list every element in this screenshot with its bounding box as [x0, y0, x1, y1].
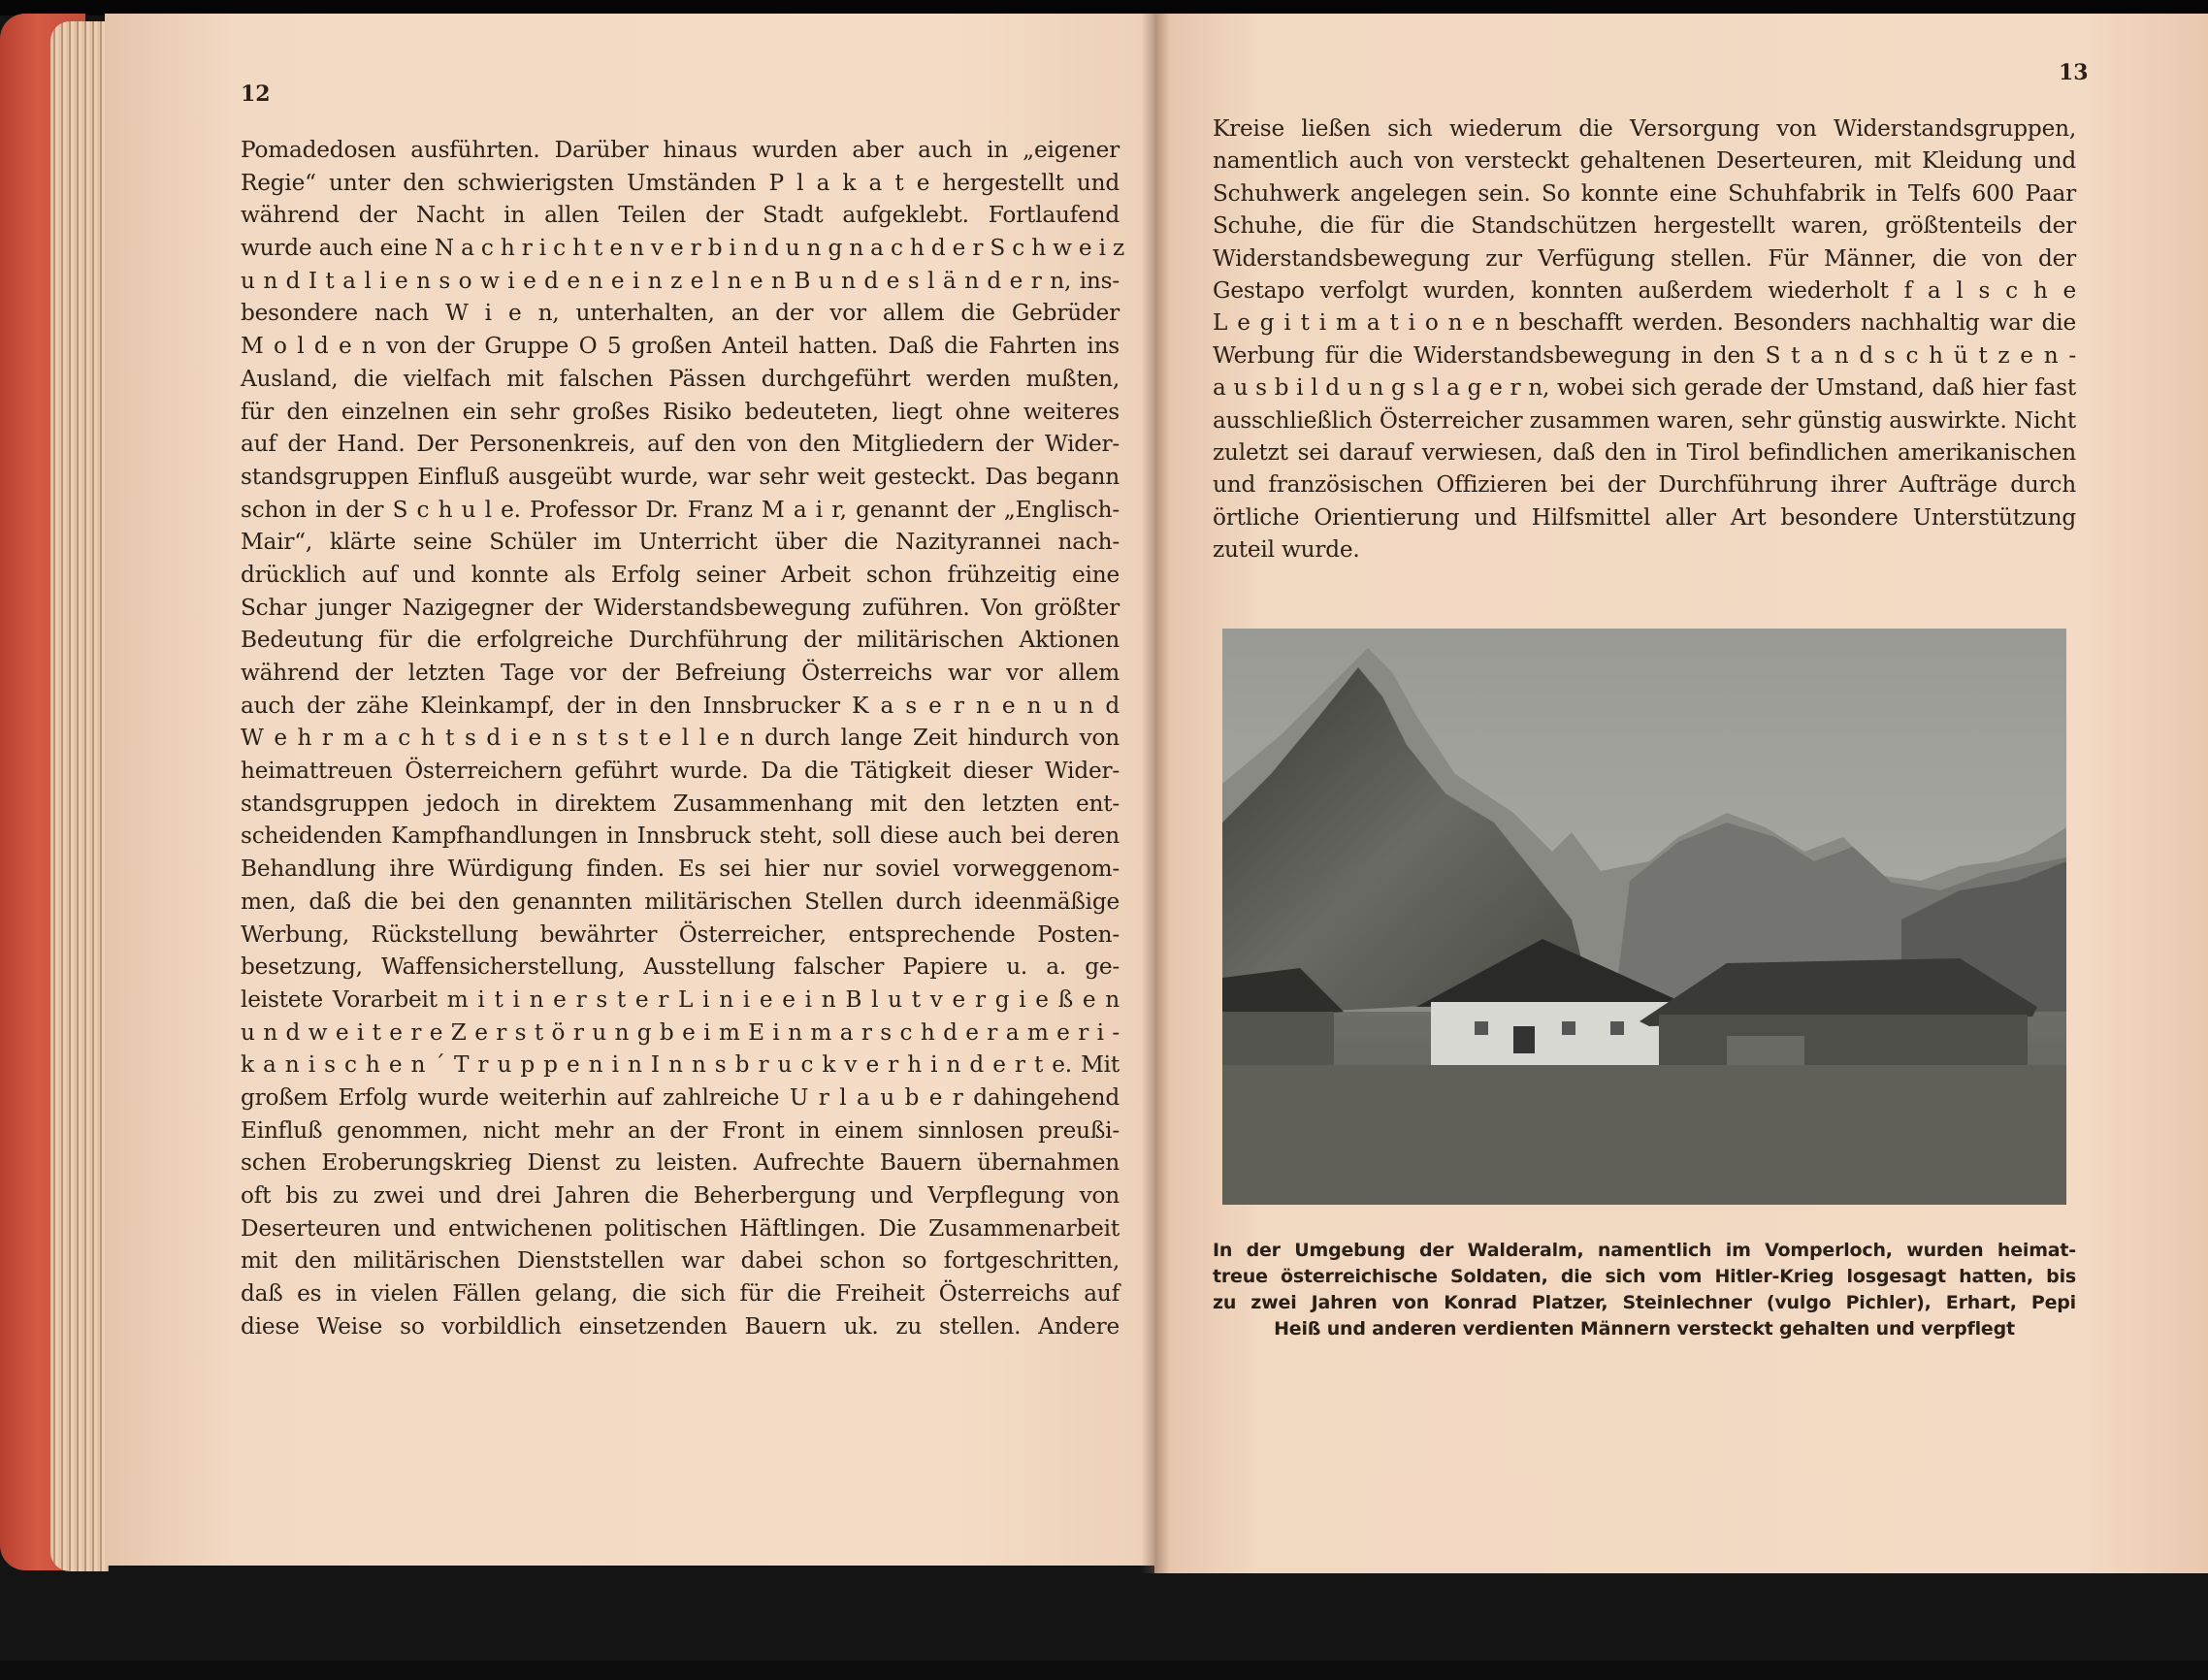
text-line: wurde auch eine N a c h r i c h t e n v e r b i n d u n g n a c h d e r S c h w e i z	[241, 235, 1125, 262]
text-line: Behandlung ihre Würdigung finden. Es sei hier nur soviel vorweggenom-	[241, 856, 1120, 883]
text-line: Heiß und anderen verdienten Männern versteckt gehalten und verpflegt	[1274, 1318, 2015, 1340]
text-line: zuteil wurde.	[1213, 536, 1360, 564]
text-line: Kreise ließen sich wiederum die Versorgung von Widerstandsgruppen,	[1213, 115, 2076, 142]
text-line: Gestapo verfolgt wurden, konnten außerdem wiederholt f a l s c h e	[1213, 276, 2076, 304]
text-line: W e h r m a c h t s d i e n s t s t e l l e n durch lange Zeit hindurch von	[241, 725, 1120, 752]
text-line: men, daß die bei den genannten militärischen Stellen durch ideenmäßige	[241, 888, 1120, 915]
text-line: besetzung, Waffensicherstellung, Ausstellung falscher Papiere u. a. ge-	[241, 953, 1120, 981]
right-page-body-text	[1213, 113, 2076, 565]
page-edges	[50, 21, 109, 1571]
text-line: Mair“, klärte seine Schüler im Unterricht über die Nazityrannei nach-	[241, 529, 1120, 556]
text-line: M o l d e n von der Gruppe O 5 großen Anteil hatten. Daß die Fahrten ins	[241, 333, 1120, 360]
text-line: heimattreuen Österreichern geführt wurde. Da die Tätigkeit dieser Wider-	[241, 758, 1120, 785]
text-line: Werbung für die Widerstandsbewegung in den S t a n d s c h ü t z e n -	[1213, 341, 2076, 369]
book-gutter	[1141, 14, 1170, 1573]
text-line: scheidenden Kampfhandlungen in Innsbruck steht, soll diese auch bei deren	[241, 823, 1120, 850]
text-line: zu zwei Jahren von Konrad Platzer, Steinlechner (vulgo Pichler), Erhart, Pepi	[1213, 1292, 2076, 1313]
alpine-farm-photograph	[1222, 629, 2066, 1205]
text-line: Deserteuren und entwichenen politischen Häftlingen. Die Zusammenarbeit	[241, 1214, 1120, 1242]
text-line: namentlich auch von versteckt gehaltenen Deserteuren, mit Kleidung und	[1213, 147, 2076, 175]
text-line: für den einzelnen ein sehr großes Risiko bedeuteten, liegt ohne weiteres	[241, 398, 1120, 425]
text-line: Regie“ unter den schwierigsten Umständen P l a k a t e hergestellt und	[241, 169, 1120, 196]
photo-caption	[1213, 1238, 2076, 1342]
text-line: örtliche Orientierung und Hilfsmittel aller Art besondere Unterstützung	[1213, 503, 2076, 531]
text-line: In der Umgebung der Walderalm, namentlich im Vomperloch, wurden heimat-	[1213, 1240, 2076, 1261]
text-line: während der Nacht in allen Teilen der Stadt aufgeklebt. Fortlaufend	[241, 202, 1120, 229]
text-line: k a n i s c h e n ´ T r u p p e n i n I n n s b r u c k v e r h i n d e r t e. Mit	[241, 1051, 1120, 1079]
text-line: Ausland, die vielfach mit falschen Pässen durchgeführt werden mußten,	[241, 365, 1120, 392]
text-line: während der letzten Tage vor der Befreiung Österreichs war vor allem	[241, 660, 1120, 686]
right-page	[1154, 14, 2208, 1573]
text-line: oft bis zu zwei und drei Jahren die Beherbergung und Verpflegung von	[241, 1182, 1120, 1209]
left-page	[105, 14, 1154, 1566]
text-line: mit den militärischen Dienststellen war dabei schon so fortgeschritten,	[241, 1247, 1120, 1275]
text-line: Schar junger Nazigegner der Widerstandsbewegung zuführen. Von größter	[241, 594, 1120, 621]
text-line: drücklich auf und konnte als Erfolg seiner Arbeit schon frühzeitig eine	[241, 561, 1120, 588]
page-number-right: 13	[2059, 60, 2089, 85]
text-line: auf der Hand. Der Personenkreis, auf den von den Mitgliedern der Wider-	[241, 431, 1120, 458]
scan-bottom-border	[0, 1661, 2208, 1680]
text-line: treue österreichische Soldaten, die sich vom Hitler-Krieg losgesagt hatten, bis	[1213, 1266, 2076, 1287]
text-line: u n d I t a l i e n s o w i e d e n e i n z e l n e n B u n d e s l ä n d e r n, ins-	[241, 267, 1120, 294]
text-line: und französischen Offizieren bei der Durchführung ihrer Aufträge durch	[1213, 471, 2076, 499]
text-line: daß es in vielen Fällen gelang, die sich für die Freiheit Österreichs auf	[241, 1280, 1120, 1308]
text-line: Einfluß genommen, nicht mehr an der Front in einem sinnlosen preußi-	[241, 1116, 1120, 1144]
text-line: u n d w e i t e r e Z e r s t ö r u n g b e i m E i n m a r s c h d e r a m e r i -	[241, 1018, 1120, 1046]
left-page-body-text	[241, 134, 1125, 1342]
text-line: schen Eroberungskrieg Dienst zu leisten. Aufrechte Bauern übernahmen	[241, 1149, 1120, 1177]
text-line: L e g i t i m a t i o n e n beschafft werden. Besonders nachhaltig war die	[1213, 309, 2076, 337]
page-number-left: 12	[241, 81, 271, 107]
text-line: besondere nach W i e n, unterhalten, an der vor allem die Gebrüder	[241, 300, 1120, 327]
text-line: ausschließlich Österreicher zusammen waren, sehr günstig auswirkte. Nicht	[1213, 406, 2076, 434]
text-line: leistete Vorarbeit m i t i n e r s t e r L i n i e e i n B l u t v e r g i e ß e n	[241, 985, 1120, 1013]
text-line: standsgruppen Einfluß ausgeübt wurde, war sehr weit gesteckt. Das begann	[241, 463, 1120, 490]
mountain-hut-photo-illustration	[1222, 629, 2066, 1205]
text-line: Widerstandsbewegung zur Verfügung stellen. Für Männer, die von der	[1213, 244, 2076, 272]
text-line: Schuhe, die für die Standschützen hergestellt waren, größtenteils der	[1213, 212, 2076, 240]
text-line: Werbung, Rückstellung bewährter Österreicher, entsprechende Posten-	[241, 921, 1120, 948]
text-line: Schuhwerk angelegen sein. So konnte eine Schuhfabrik in Telfs 600 Paar	[1213, 179, 2076, 207]
text-line: zuletzt sei darauf verwiesen, daß den in Tirol befindlichen amerikanischen	[1213, 438, 2076, 466]
text-line: auch der zähe Kleinkampf, der in den Innsbrucker K a s e r n e n u n d	[241, 692, 1120, 719]
text-line: großem Erfolg wurde weiterhin auf zahlreiche U r l a u b e r dahingehend	[241, 1083, 1120, 1111]
text-line: diese Weise so vorbildlich einsetzenden Bauern uk. zu stellen. Andere	[241, 1312, 1120, 1340]
text-line: standsgruppen jedoch in direktem Zusammenhang mit den letzten ent-	[241, 790, 1120, 817]
text-line: Bedeutung für die erfolgreiche Durchführung der militärischen Aktionen	[241, 627, 1120, 654]
text-line: Pomadedosen ausführten. Darüber hinaus wurden aber auch in „eigener	[241, 137, 1120, 163]
text-line: schon in der S c h u l e. Professor Dr. Franz M a i r, genannt der „Englisch-	[241, 496, 1120, 523]
text-line: a u s b i l d u n g s l a g e r n, wobei sich gerade der Umstand, daß hier fast	[1213, 374, 2076, 402]
